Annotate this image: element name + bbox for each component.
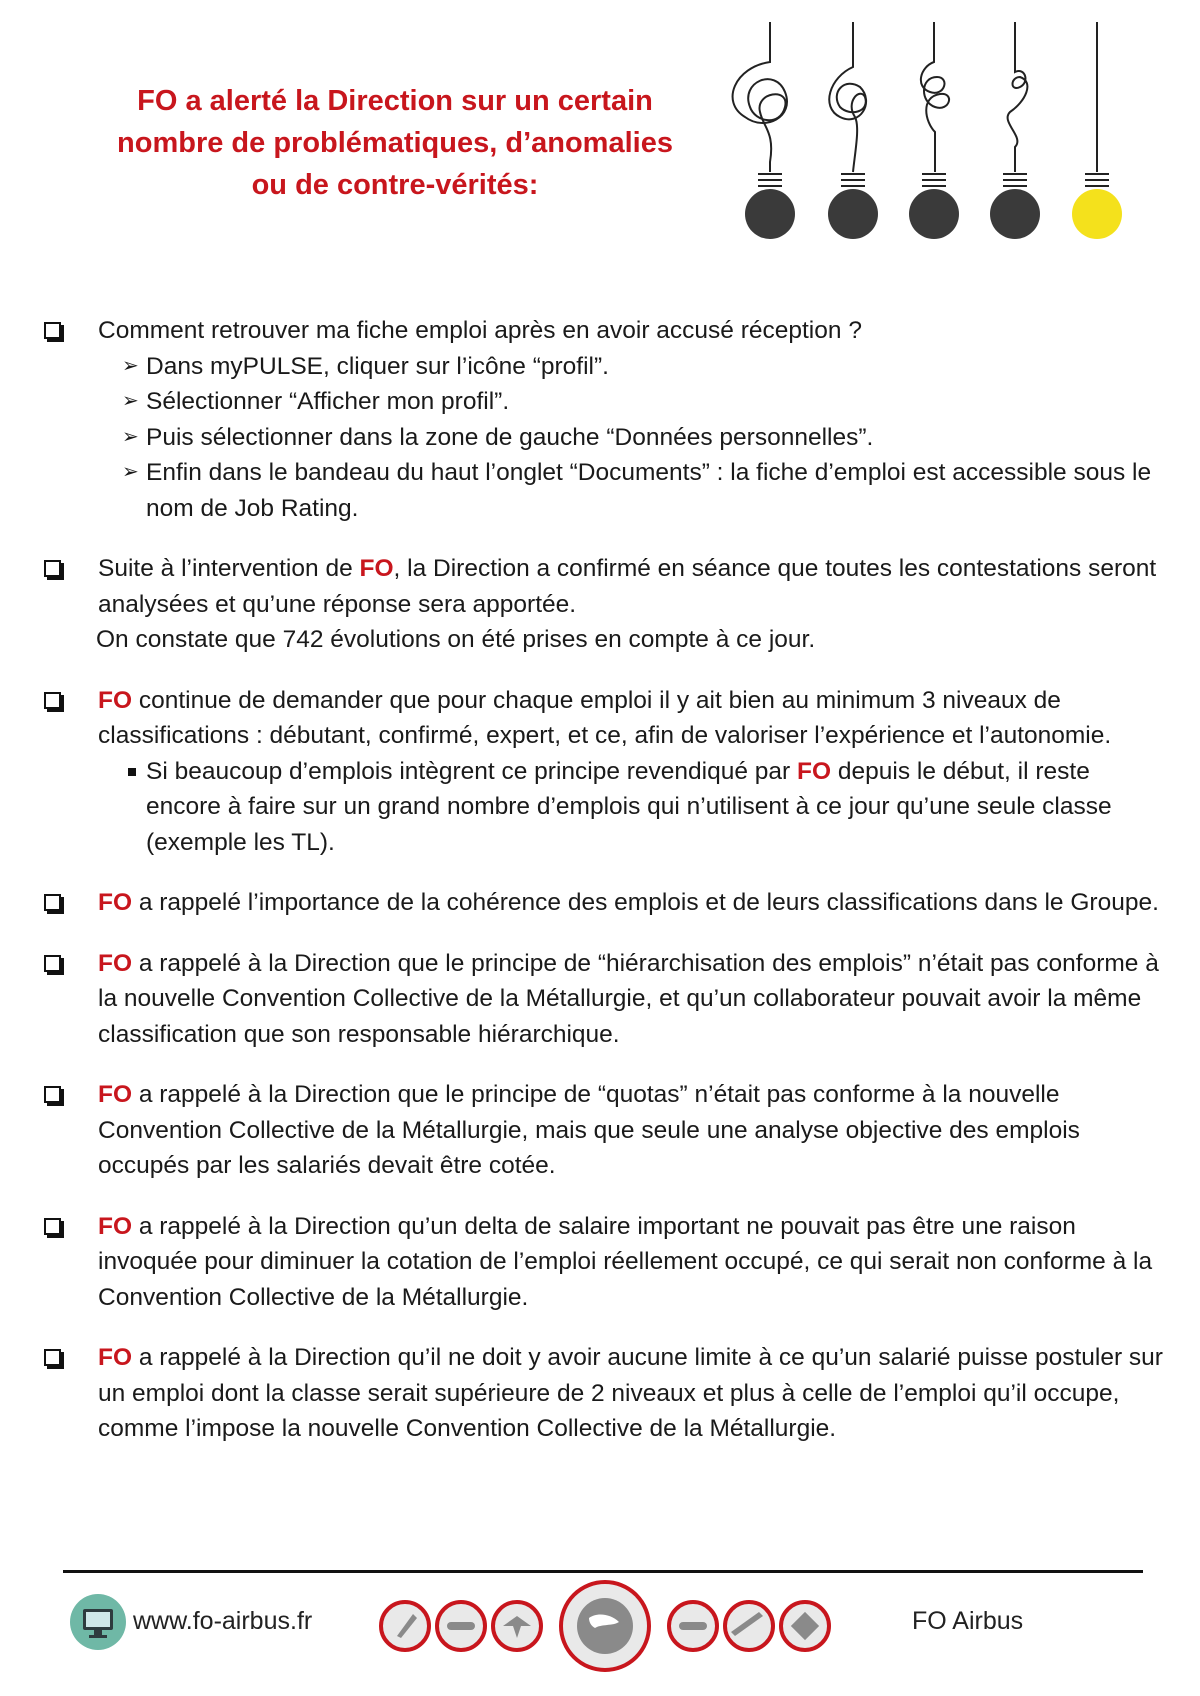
arrow-bullet-icon: ➢ <box>122 354 139 377</box>
step-item: ➢ Enfin dans le bandeau du haut l’onglet “Documents” : la fiche d’emploi est accessible sous le nom de Job Rating. <box>98 455 1170 526</box>
checkbox-bullet-icon <box>44 1086 61 1103</box>
arrow-bullet-icon: ➢ <box>122 461 139 483</box>
checkbox-bullet-icon <box>44 955 61 972</box>
steps-list <box>98 349 1170 527</box>
checkbox-bullet-icon <box>44 692 61 709</box>
checkbox-bullet-icon <box>44 560 61 577</box>
bulb-3-icon <box>909 189 959 239</box>
footer-divider <box>63 1570 1143 1573</box>
item-note: On constate que 742 évolutions on été prises en compte à ce jour. <box>96 626 816 653</box>
checkbox-bullet-icon <box>44 1218 61 1235</box>
item-text: FO a rappelé à la Direction que le principe de “quotas” n’était pas conforme à la nouvelle Convention Collective de la Métallurgie, mais que seule une analyse objective des emplois occupés par les salariés devait être cotée. <box>98 1081 1080 1179</box>
item-text: FO a rappelé à la Direction que le principe de “hiérarchisation des emplois” n’était pas conforme à la nouvelle Convention Collective de la Métallurgie, et qu’un collaborateur pouvait avoir la même classification que son responsable hiérarchique. <box>98 949 1159 1048</box>
checkbox-bullet-icon <box>44 322 61 339</box>
page-title <box>70 80 720 206</box>
bulb-sockets <box>758 174 1109 186</box>
item-text: FO a rappelé l’importance de la cohérence des emplois et de leurs classifications dans le Groupe. <box>98 889 1159 916</box>
item-text: FO a rappelé à la Direction qu’il ne doit y avoir aucune limite à ce qu’un salarié puisse postuler sur un emploi dont la classe serait supérieure de 2 niveaux et plus à celle de l’emploi qu’il occupe, comme l’impose la nouvelle Convention Collective de la Métallurgie. <box>98 1344 1163 1442</box>
list-item <box>40 551 1170 658</box>
bulb-4-icon <box>990 189 1040 239</box>
title-line-1: FO a alerté la Direction sur un certain <box>137 85 653 117</box>
checkbox-bullet-icon <box>44 894 61 911</box>
list-item <box>40 1340 1170 1447</box>
square-bullet-icon <box>128 768 136 776</box>
tangled-bulbs-illustration <box>725 22 1195 272</box>
aerospace-badges <box>375 1576 835 1676</box>
brand-name: FO Airbus <box>912 1607 1024 1635</box>
item-text: Suite à l’intervention de FO, la Direction a confirmé en séance que toutes les contestations seront analysées et qu’une réponse sera apportée. <box>98 555 1157 618</box>
sub-item: Si beaucoup d’emplois intègrent ce principe revendiqué par FO depuis le début, il reste encore à faire sur un grand nombre d’emplois qui n’utilisent à ce jour qu’une seule classe (exemple les TL). <box>98 754 1170 861</box>
checkbox-bullet-icon <box>44 1349 61 1366</box>
alert-list <box>40 313 1170 1447</box>
title-line-3: ou de contre-vérités: <box>251 169 539 201</box>
item-text: Comment retrouver ma fiche emploi après en avoir accusé réception ? <box>98 317 862 344</box>
bulb-1-icon <box>745 189 795 239</box>
arrow-bullet-icon: ➢ <box>122 425 139 448</box>
title-line-2: nombre de problématiques, d’anomalies <box>117 127 673 159</box>
list-item <box>40 1209 1170 1316</box>
step-item: ➢ Dans myPULSE, cliquer sur l’icône “profil”. <box>98 349 1170 385</box>
item-text: FO continue de demander que pour chaque emploi il y ait bien au minimum 3 niveaux de classifications : débutant, confirmé, expert, et ce, afin de valoriser l’expérience et l’autonomie. <box>98 686 1112 749</box>
step-item: ➢ Puis sélectionner dans la zone de gauche “Données personnelles”. <box>98 420 1170 456</box>
list-item <box>40 885 1170 921</box>
list-item <box>40 946 1170 1053</box>
step-item: ➢ Sélectionner “Afficher mon profil”. <box>98 384 1170 420</box>
bulb-lit-icon <box>1072 189 1122 239</box>
list-item <box>40 683 1170 861</box>
list-item <box>40 1077 1170 1184</box>
website-link[interactable]: www.fo-airbus.fr <box>133 1607 313 1635</box>
item-text: FO a rappelé à la Direction qu’un delta de salaire important ne pouvait pas être une raison invoquée pour diminuer la cotation de l’emploi réellement occupé, ce qui serait non conforme à la Convention Collective de la Métallurgie. <box>98 1212 1153 1311</box>
monitor-icon <box>70 1594 126 1650</box>
bulb-2-icon <box>828 189 878 239</box>
arrow-bullet-icon: ➢ <box>122 390 139 412</box>
list-item <box>40 313 1170 526</box>
